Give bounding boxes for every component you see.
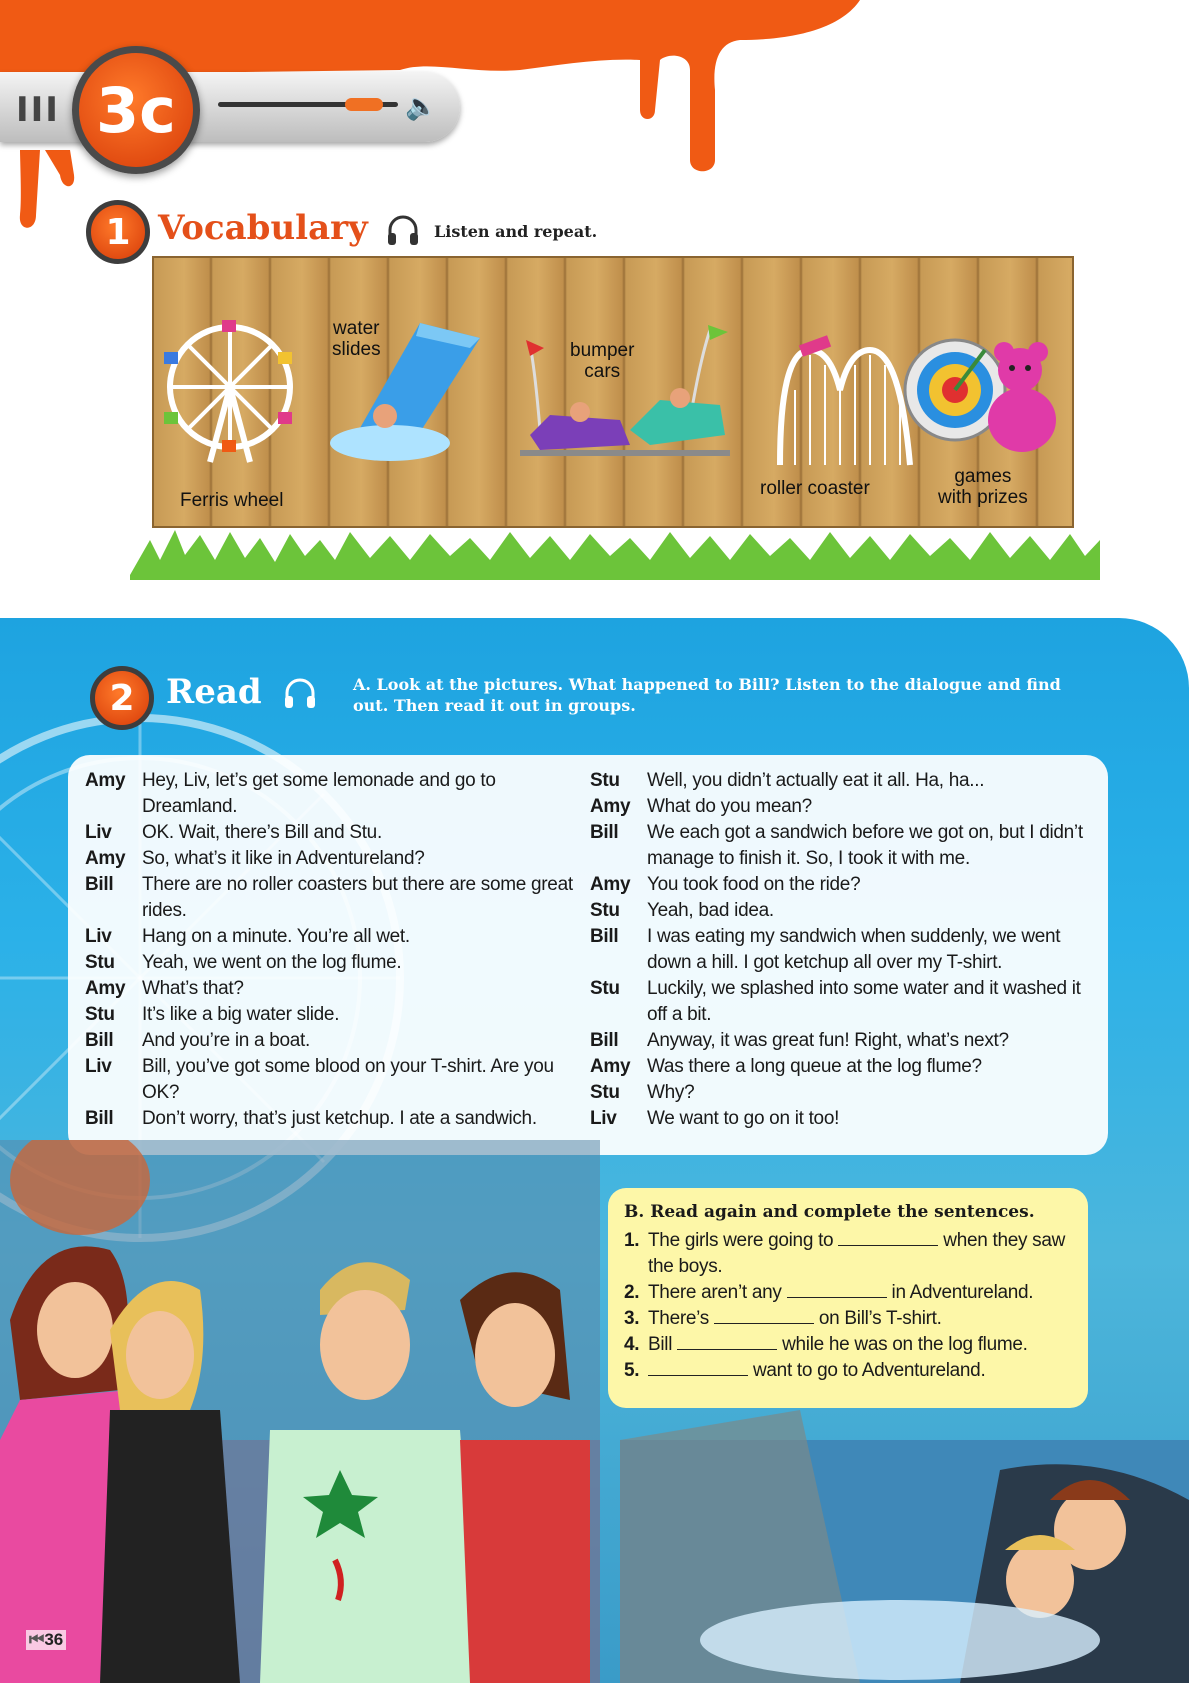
ferris-wheel-icon <box>160 312 300 472</box>
vocab-label-ferris-wheel: Ferris wheel <box>180 490 284 511</box>
dialogue-line <box>85 924 575 950</box>
dialogue-speaker: Stu <box>590 770 620 791</box>
dialogue-line <box>85 1002 575 1028</box>
dialogue-speaker: Stu <box>590 978 620 999</box>
dialogue-text: What’s that? <box>142 978 244 999</box>
sentence-body <box>648 1280 1033 1306</box>
exercise-b-sentence <box>624 1306 1072 1332</box>
sentence-text-before: Bill <box>648 1334 673 1355</box>
speaker-icon[interactable]: 🔈 <box>405 92 438 122</box>
sentence-body <box>648 1332 1028 1358</box>
dialogue-speaker: Liv <box>85 926 112 947</box>
dialogue-text: There are no roller coasters but there are some great rides. <box>142 874 573 921</box>
dialogue-line <box>85 1054 575 1106</box>
answer-blank[interactable] <box>648 1358 748 1376</box>
sentence-number: 2. <box>624 1282 640 1303</box>
dialogue-speaker: Amy <box>590 796 631 817</box>
dialogue-line <box>590 976 1095 1028</box>
dialogue-text: So, what’s it like in Adventureland? <box>142 848 425 869</box>
headphones-icon[interactable] <box>385 213 421 249</box>
dialogue-line <box>590 898 1095 924</box>
exercise-b-sentence <box>624 1280 1072 1306</box>
dialogue-speaker: Liv <box>85 1056 112 1077</box>
vocabulary-instruction: Listen and repeat. <box>434 222 598 241</box>
dialogue-text: What do you mean? <box>647 796 812 817</box>
audio-slider-knob[interactable] <box>345 98 383 111</box>
sentence-text-before: There aren’t any <box>648 1282 782 1303</box>
dialogue-line <box>85 872 575 924</box>
sentence-number: 5. <box>624 1360 640 1381</box>
dialogue-speaker: Stu <box>590 900 620 921</box>
sentence-text-after: in Adventureland. <box>891 1282 1034 1303</box>
dialogue-speaker: Amy <box>85 978 126 999</box>
dialogue-line <box>85 820 575 846</box>
dialogue-line <box>590 1054 1095 1080</box>
dialogue-column-right <box>590 768 1095 1132</box>
dialogue-line <box>590 1028 1095 1054</box>
sentence-text-after: on Bill’s T-shirt. <box>818 1308 942 1329</box>
dialogue-line <box>590 1106 1095 1132</box>
dialogue-text: Hey, Liv, let’s get some lemonade and go to Dreamland. <box>142 770 496 817</box>
dialogue-line <box>590 872 1095 898</box>
dialogue-line <box>85 976 575 1002</box>
dialogue-speaker: Liv <box>85 822 112 843</box>
games-with-prizes-icon <box>900 330 1070 460</box>
vocab-label-water-slides: water slides <box>332 318 381 360</box>
sentence-body <box>648 1306 942 1332</box>
dialogue-line <box>590 768 1095 794</box>
answer-blank[interactable] <box>677 1332 777 1350</box>
vocab-label-games-with-prizes: games with prizes <box>938 466 1028 508</box>
dialogue-text: I was eating my sandwich when suddenly, we went down a hill. I got ketchup all over my T-shirt. <box>647 926 1061 973</box>
dialogue-text: Was there a long queue at the log flume? <box>647 1056 982 1077</box>
dialogue-speaker: Stu <box>85 952 115 973</box>
dialogue-text: You took food on the ride? <box>647 874 861 895</box>
page-number-value: 36 <box>44 1630 64 1649</box>
dialogue-line <box>590 924 1095 976</box>
dialogue-speaker: Amy <box>590 1056 631 1077</box>
sentence-text-before: There’s <box>648 1308 709 1329</box>
dialogue-line <box>85 1028 575 1054</box>
unit-stripes: III <box>16 90 60 130</box>
answer-blank[interactable] <box>787 1280 887 1298</box>
unit-badge: 3c <box>72 46 200 174</box>
exercise-b-sentences <box>624 1228 1072 1384</box>
dialogue-line <box>85 846 575 872</box>
sentence-text-before: The girls were going to <box>648 1230 834 1251</box>
exercise-b-sentence <box>624 1228 1072 1280</box>
answer-blank[interactable] <box>714 1306 814 1324</box>
sentence-text-after: want to go to Adventureland. <box>752 1360 986 1381</box>
dialogue-line <box>85 1106 575 1132</box>
dialogue-text: Don’t worry, that’s just ketchup. I ate a sandwich. <box>142 1108 537 1129</box>
vocab-label-bumper-cars: bumper cars <box>570 340 635 382</box>
dialogue-text: We want to go on it too! <box>647 1108 840 1129</box>
sentence-number: 3. <box>624 1308 640 1329</box>
dialogue-speaker: Stu <box>85 1004 115 1025</box>
dialogue-text: Yeah, we went on the log flume. <box>142 952 402 973</box>
dialogue-text: Well, you didn’t actually eat it all. Ha, ha... <box>647 770 985 791</box>
section-title: Read <box>166 672 262 712</box>
exercise-b-sentence <box>624 1358 1072 1384</box>
dialogue-text: And you’re in a boat. <box>142 1030 310 1051</box>
exercise-b-title: B. Read again and complete the sentences. <box>624 1202 1035 1222</box>
dialogue-speaker: Stu <box>590 1082 620 1103</box>
dialogue-text: OK. Wait, there’s Bill and Stu. <box>142 822 382 843</box>
sentence-text-after: when they saw the boys. <box>648 1230 1066 1277</box>
section-number-badge: 1 <box>86 200 150 264</box>
dialogue-line <box>85 768 575 820</box>
dialogue-speaker: Bill <box>590 926 619 947</box>
sentence-body <box>648 1228 1072 1280</box>
section-title: Vocabulary <box>158 208 368 248</box>
dialogue-speaker: Amy <box>85 770 126 791</box>
dialogue-text: Hang on a minute. You’re all wet. <box>142 926 410 947</box>
dialogue-text: We each got a sandwich before we got on, but I didn’t manage to finish it. So, I took it with me. <box>647 822 1083 869</box>
dialogue-text: Why? <box>647 1082 695 1103</box>
dialogue-speaker: Bill <box>85 1108 114 1129</box>
dialogue-text: It’s like a big water slide. <box>142 1004 340 1025</box>
dialogue-text: Yeah, bad idea. <box>647 900 774 921</box>
sentence-text-after: while he was on the log flume. <box>782 1334 1028 1355</box>
exercise-b-box <box>608 1188 1088 1408</box>
dialogue-text: Anyway, it was great fun! Right, what’s next? <box>647 1030 1009 1051</box>
answer-blank[interactable] <box>838 1228 938 1246</box>
dialogue-speaker: Bill <box>590 1030 619 1051</box>
dialogue-text: Bill, you’ve got some blood on your T-shirt. Are you OK? <box>142 1056 554 1103</box>
dialogue-speaker: Bill <box>85 1030 114 1051</box>
page-rewind-icon: ⏮ <box>29 1630 45 1649</box>
dialogue-line <box>85 950 575 976</box>
dialogue-speaker: Amy <box>590 874 631 895</box>
exercise-b-sentence <box>624 1332 1072 1358</box>
dialogue-text: Luckily, we splashed into some water and it washed it off a bit. <box>647 978 1081 1025</box>
dialogue-column-left <box>85 768 575 1132</box>
roller-coaster-icon <box>770 330 920 470</box>
dialogue-speaker: Amy <box>85 848 126 869</box>
sentence-body <box>648 1358 985 1384</box>
grass <box>130 520 1100 580</box>
sentence-number: 4. <box>624 1334 640 1355</box>
audio-bar <box>0 72 460 142</box>
page-number <box>26 1630 66 1650</box>
sentence-number: 1. <box>624 1230 640 1251</box>
dialogue-speaker: Bill <box>85 874 114 895</box>
dialogue-line <box>590 794 1095 820</box>
read-instruction: A. Look at the pictures. What happened to Bill? Listen to the dialogue and find out. Then read it out in groups. <box>353 675 1061 715</box>
headphones-icon[interactable] <box>282 676 318 712</box>
dialogue-line <box>590 820 1095 872</box>
dialogue-speaker: Liv <box>590 1108 617 1129</box>
vocab-label-roller-coaster: roller coaster <box>760 478 870 499</box>
dialogue-line <box>590 1080 1095 1106</box>
dialogue-speaker: Bill <box>590 822 619 843</box>
section-number-badge: 2 <box>90 666 154 730</box>
